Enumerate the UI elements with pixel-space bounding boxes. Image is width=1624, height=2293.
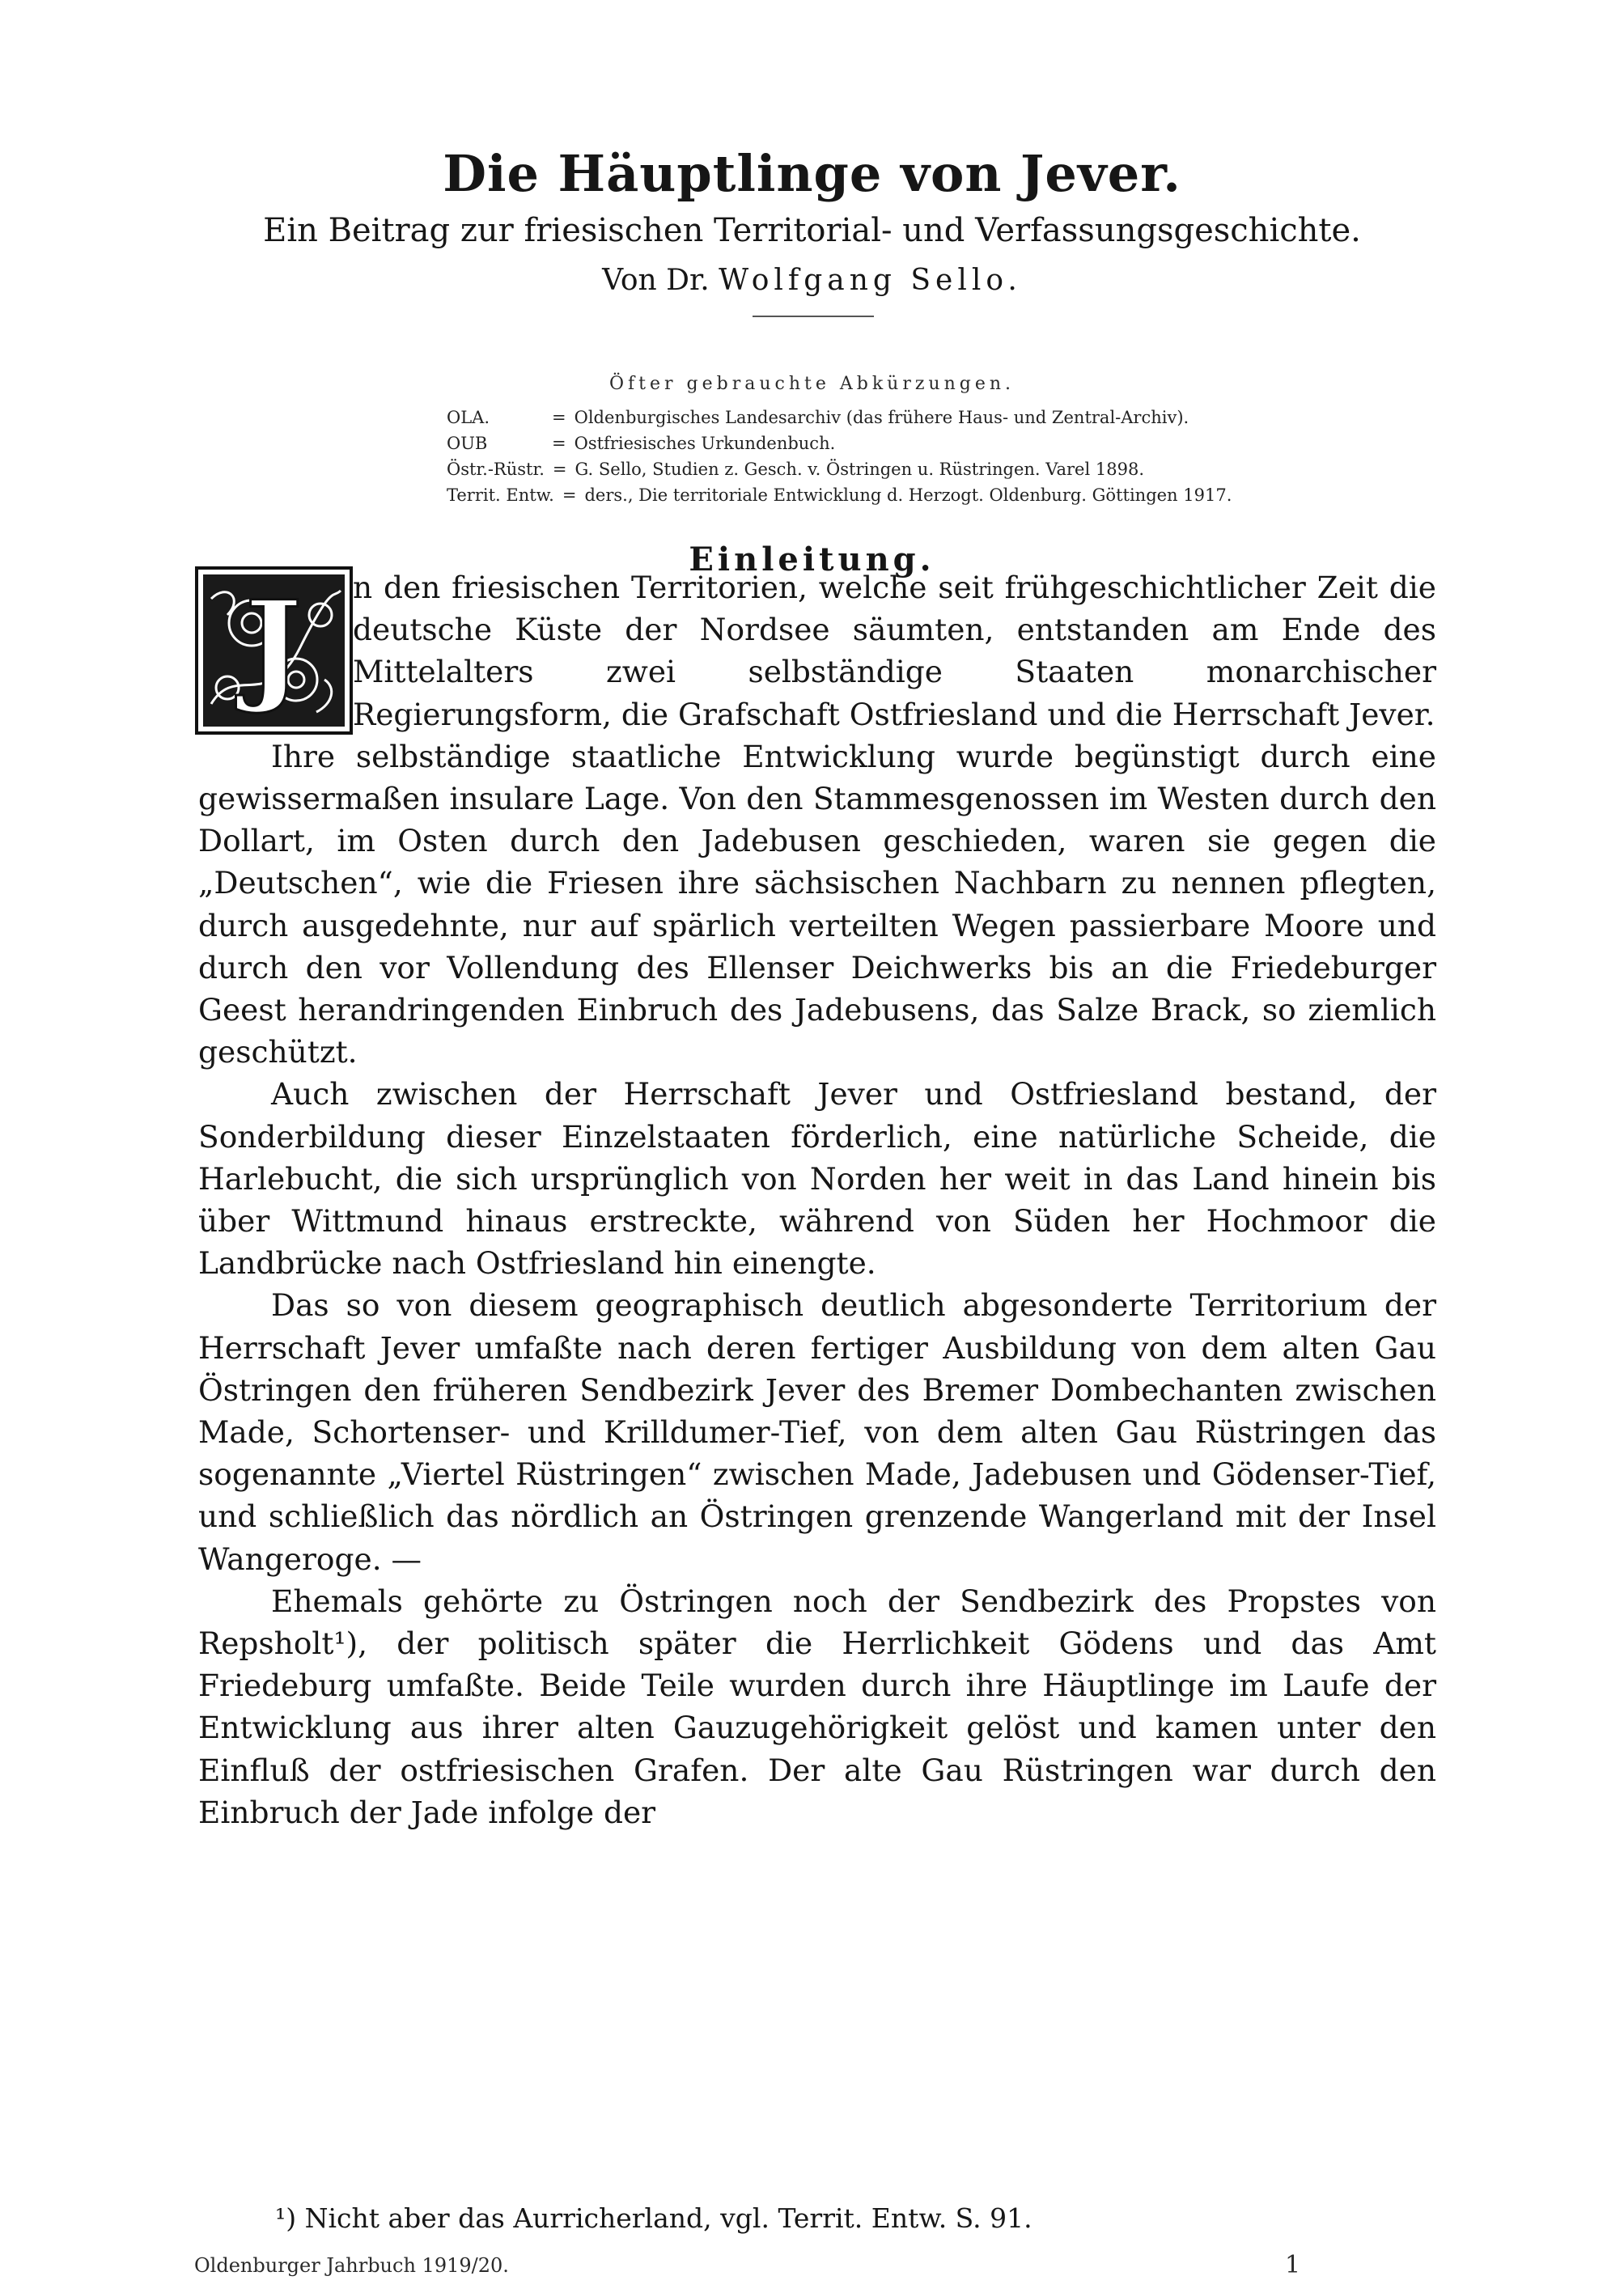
title-divider — [753, 316, 874, 317]
abbreviation-key: OUB — [447, 434, 488, 453]
paragraph: Ihre selbständige staatliche Entwicklung wurde begünstigt durch eine gewissermaßen insulare Lage. Von den Stammesgenossen im Westen durch den Dollart, im Osten durch den Jadebusen geschieden, waren sie gegen die „Deutschen“, wie die Friesen ihre sächsischen Nachbarn zu nennen pflegten, durch ausgedehnte, nur auf spärlich verteilten Wegen passierbare Moore und durch den vor Vollendung des Ellenser Deichwerks bis an die Friedeburger Geest herandringenden Einbruch des Jadebusens, das Salze Brack, so ziemlich geschützt. — [198, 738, 1436, 1070]
abbreviation-value: G. Sello, Studien z. Gesch. v. Östringen u. Rüstringen. Varel 1898. — [575, 460, 1144, 479]
article-subtitle: Ein Beitrag zur friesischen Territorial- und Verfassungsgeschichte. — [263, 212, 1361, 249]
initial-letter: J — [244, 574, 303, 717]
paragraph — [198, 566, 1436, 735]
page-number: 1 — [1285, 2251, 1301, 2279]
paragraph: Auch zwischen der Herrschaft Jever und Ostfriesland bestand, der Sonderbildung dieser Einzelstaaten förderlich, eine natürliche Scheide, die Harlebucht, die sich ursprünglich von Norden her weit in das Land hinein bis über Wittmund hinaus erstreckte, während von Süden her Hochmoor die Landbrücke nach Ostfriesland hin einengte. — [198, 1076, 1436, 1282]
equals-sign: = — [552, 460, 567, 479]
abbreviation-value: ders., Die territoriale Entwicklung d. Herzogt. Oldenburg. Göttingen 1917. — [584, 485, 1232, 505]
equals-sign: = — [552, 408, 566, 427]
abbreviation-value: Ostfriesisches Urkundenbuch. — [574, 434, 836, 453]
author-prefix: Von Dr. — [602, 264, 710, 297]
abbreviations-heading: Öfter gebrauchte Abkürzungen. — [608, 374, 1016, 394]
author-name: Wolfgang Sello. — [719, 264, 1022, 297]
abbreviation-value: Oldenburgisches Landesarchiv (das frühere Haus- und Zentral-Archiv). — [574, 408, 1189, 427]
abbreviation-key: Territ. Entw. — [447, 485, 554, 505]
abbreviation-item — [447, 482, 1377, 508]
section-heading: Einleitung. — [689, 540, 935, 579]
abbreviation-item — [447, 456, 1377, 482]
article-author — [0, 264, 1624, 297]
paragraph: Das so von diesem geographisch deutlich abgesonderte Territorium der Herrschaft Jever umfaßte nach deren fertiger Ausbildung von dem alten Gau Östringen den früheren Sendbezirk Jever des Bremer Dombechanten zwischen Made, Schortenser- und Krilldumer-Tief, von dem alten Gau Rüstringen das sogenannte „Viertel Rüstringen“ zwischen Made, Jadebusen und Gödenser-Tief, und schließlich das nördlich an Östringen grenzende Wangerland mit der Insel Wangeroge. — — [198, 1287, 1436, 1577]
footnote: ¹) Nicht aber das Aurricherland, vgl. Territ. Entw. S. 91. — [275, 2202, 1032, 2234]
abbreviations-list — [447, 405, 1377, 508]
abbreviation-key: OLA. — [447, 408, 490, 427]
equals-sign: = — [552, 434, 566, 453]
abbreviation-key: Östr.-Rüstr. — [447, 460, 545, 479]
paragraph-text: n den friesischen Territorien, welche seit frühgeschichtlicher Zeit die deutsche Küste der Nordsee säumten, entstanden am Ende des Mittelalters zwei selbständige Staaten monarchischer Regierungsform, die Grafschaft Ostfriesland und die Herrschaft Jever. — [353, 570, 1436, 732]
article-body — [198, 566, 1436, 1833]
article-title: Die Häuptlinge von Jever. — [443, 144, 1181, 203]
abbreviation-item — [447, 430, 1377, 456]
abbreviation-item — [447, 405, 1377, 430]
paragraph: Ehemals gehörte zu Östringen noch der Sendbezirk des Propstes von Repsholt¹), der politisch später die Herrlichkeit Gödens und das Amt Friedeburg umfaßte. Beide Teile wurden durch ihre Häuptlinge im Laufe der Entwicklung aus ihrer alten Gauzugehörigkeit gelöst und kamen unter den Einfluß der ostfriesischen Grafen. Der alte Gau Rüstringen war durch den Einbruch der Jade infolge der — [198, 1583, 1436, 1830]
equals-sign: = — [562, 485, 577, 505]
decorated-initial-icon — [195, 566, 353, 735]
journal-footer: Oldenburger Jahrbuch 1919/20. — [194, 2254, 509, 2277]
